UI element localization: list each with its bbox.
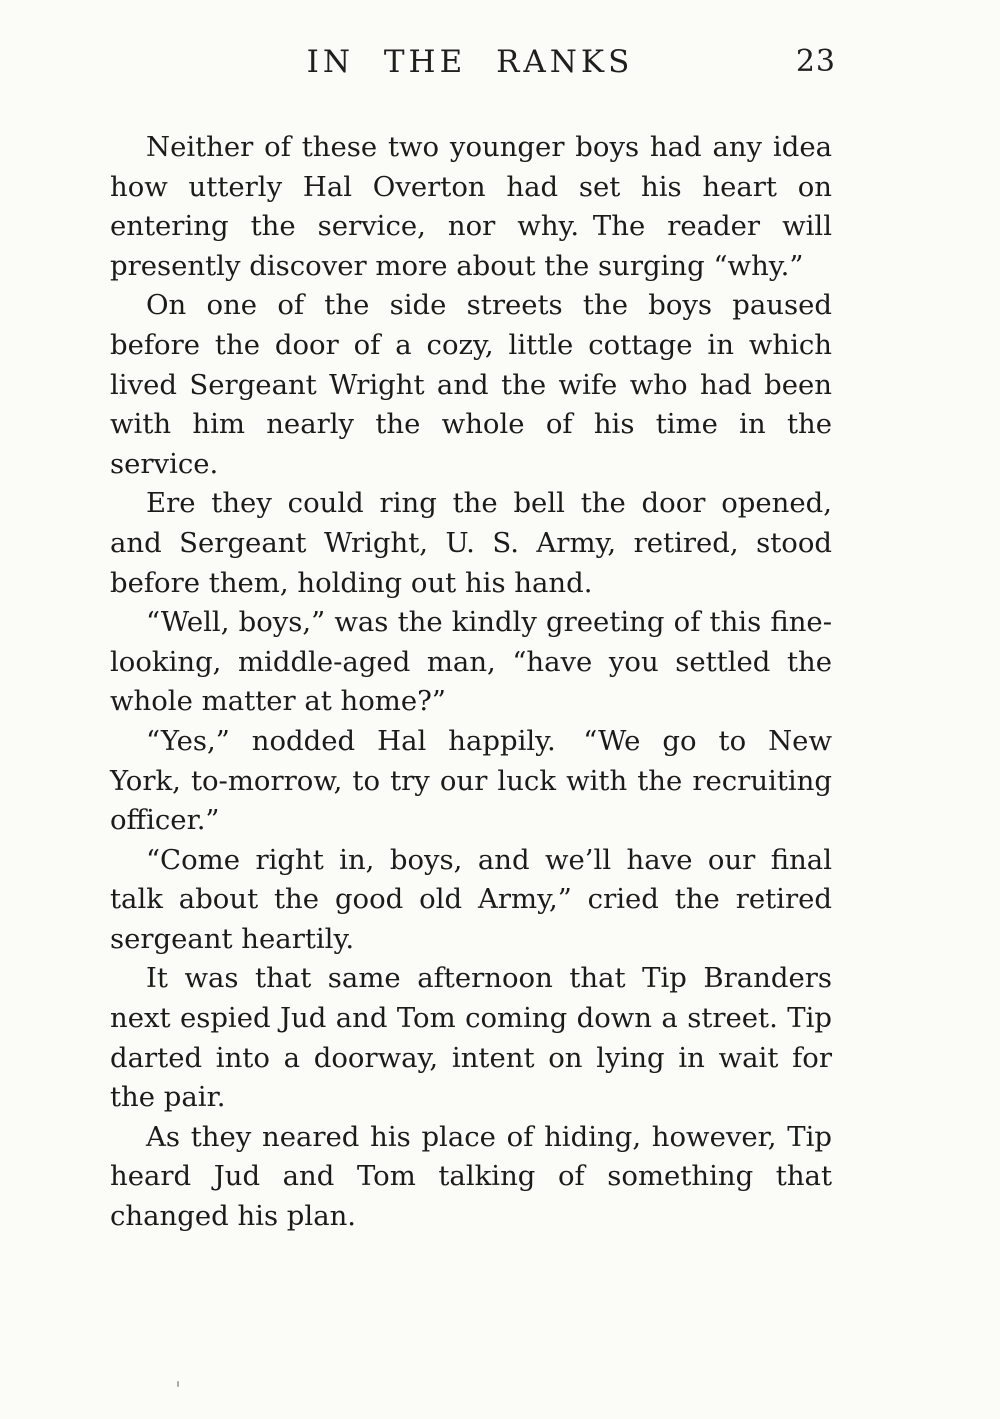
paragraph: “Yes,” nodded Hal happily. “We go to New York, to-morrow, to try our luck with the recruiting officer.” xyxy=(110,724,832,837)
paragraph: “Well, boys,” was the kindly greeting of this fine-looking, middle-aged man, “have you settled the whole matter at home?” xyxy=(110,606,832,718)
text-block xyxy=(110,128,832,1237)
page-header xyxy=(110,44,836,88)
paragraph: It was that same afternoon that Tip Branders next espied Jud and Tom coming down a street. Tip darted into a doorway, intent on lying in wait for the pair. xyxy=(110,962,832,1114)
page-number: 23 xyxy=(795,44,836,79)
paragraph: On one of the side streets the boys paused before the door of a cozy, little cottage in which lived Sergeant Wright and the wife who had been with him nearly the whole of his time in the service. xyxy=(110,289,832,480)
paragraph: Ere they could ring the bell the door opened, and Sergeant Wright, U. S. Army, retired, stood before them, holding out his hand. xyxy=(110,487,832,599)
scan-artifact-dot xyxy=(177,1381,179,1387)
running-title: IN THE RANKS xyxy=(306,44,634,80)
paragraph: As they neared his place of hiding, however, Tip heard Jud and Tom talking of something that changed his plan. xyxy=(110,1120,832,1233)
paragraph: “Come right in, boys, and we’ll have our final talk about the good old Army,” cried the retired sergeant heartily. xyxy=(110,843,832,955)
paragraph: Neither of these two younger boys had any idea how utterly Hal Overton had set his heart on entering the service, nor why. The reader will presently discover more about the surging “why.” xyxy=(110,131,832,282)
